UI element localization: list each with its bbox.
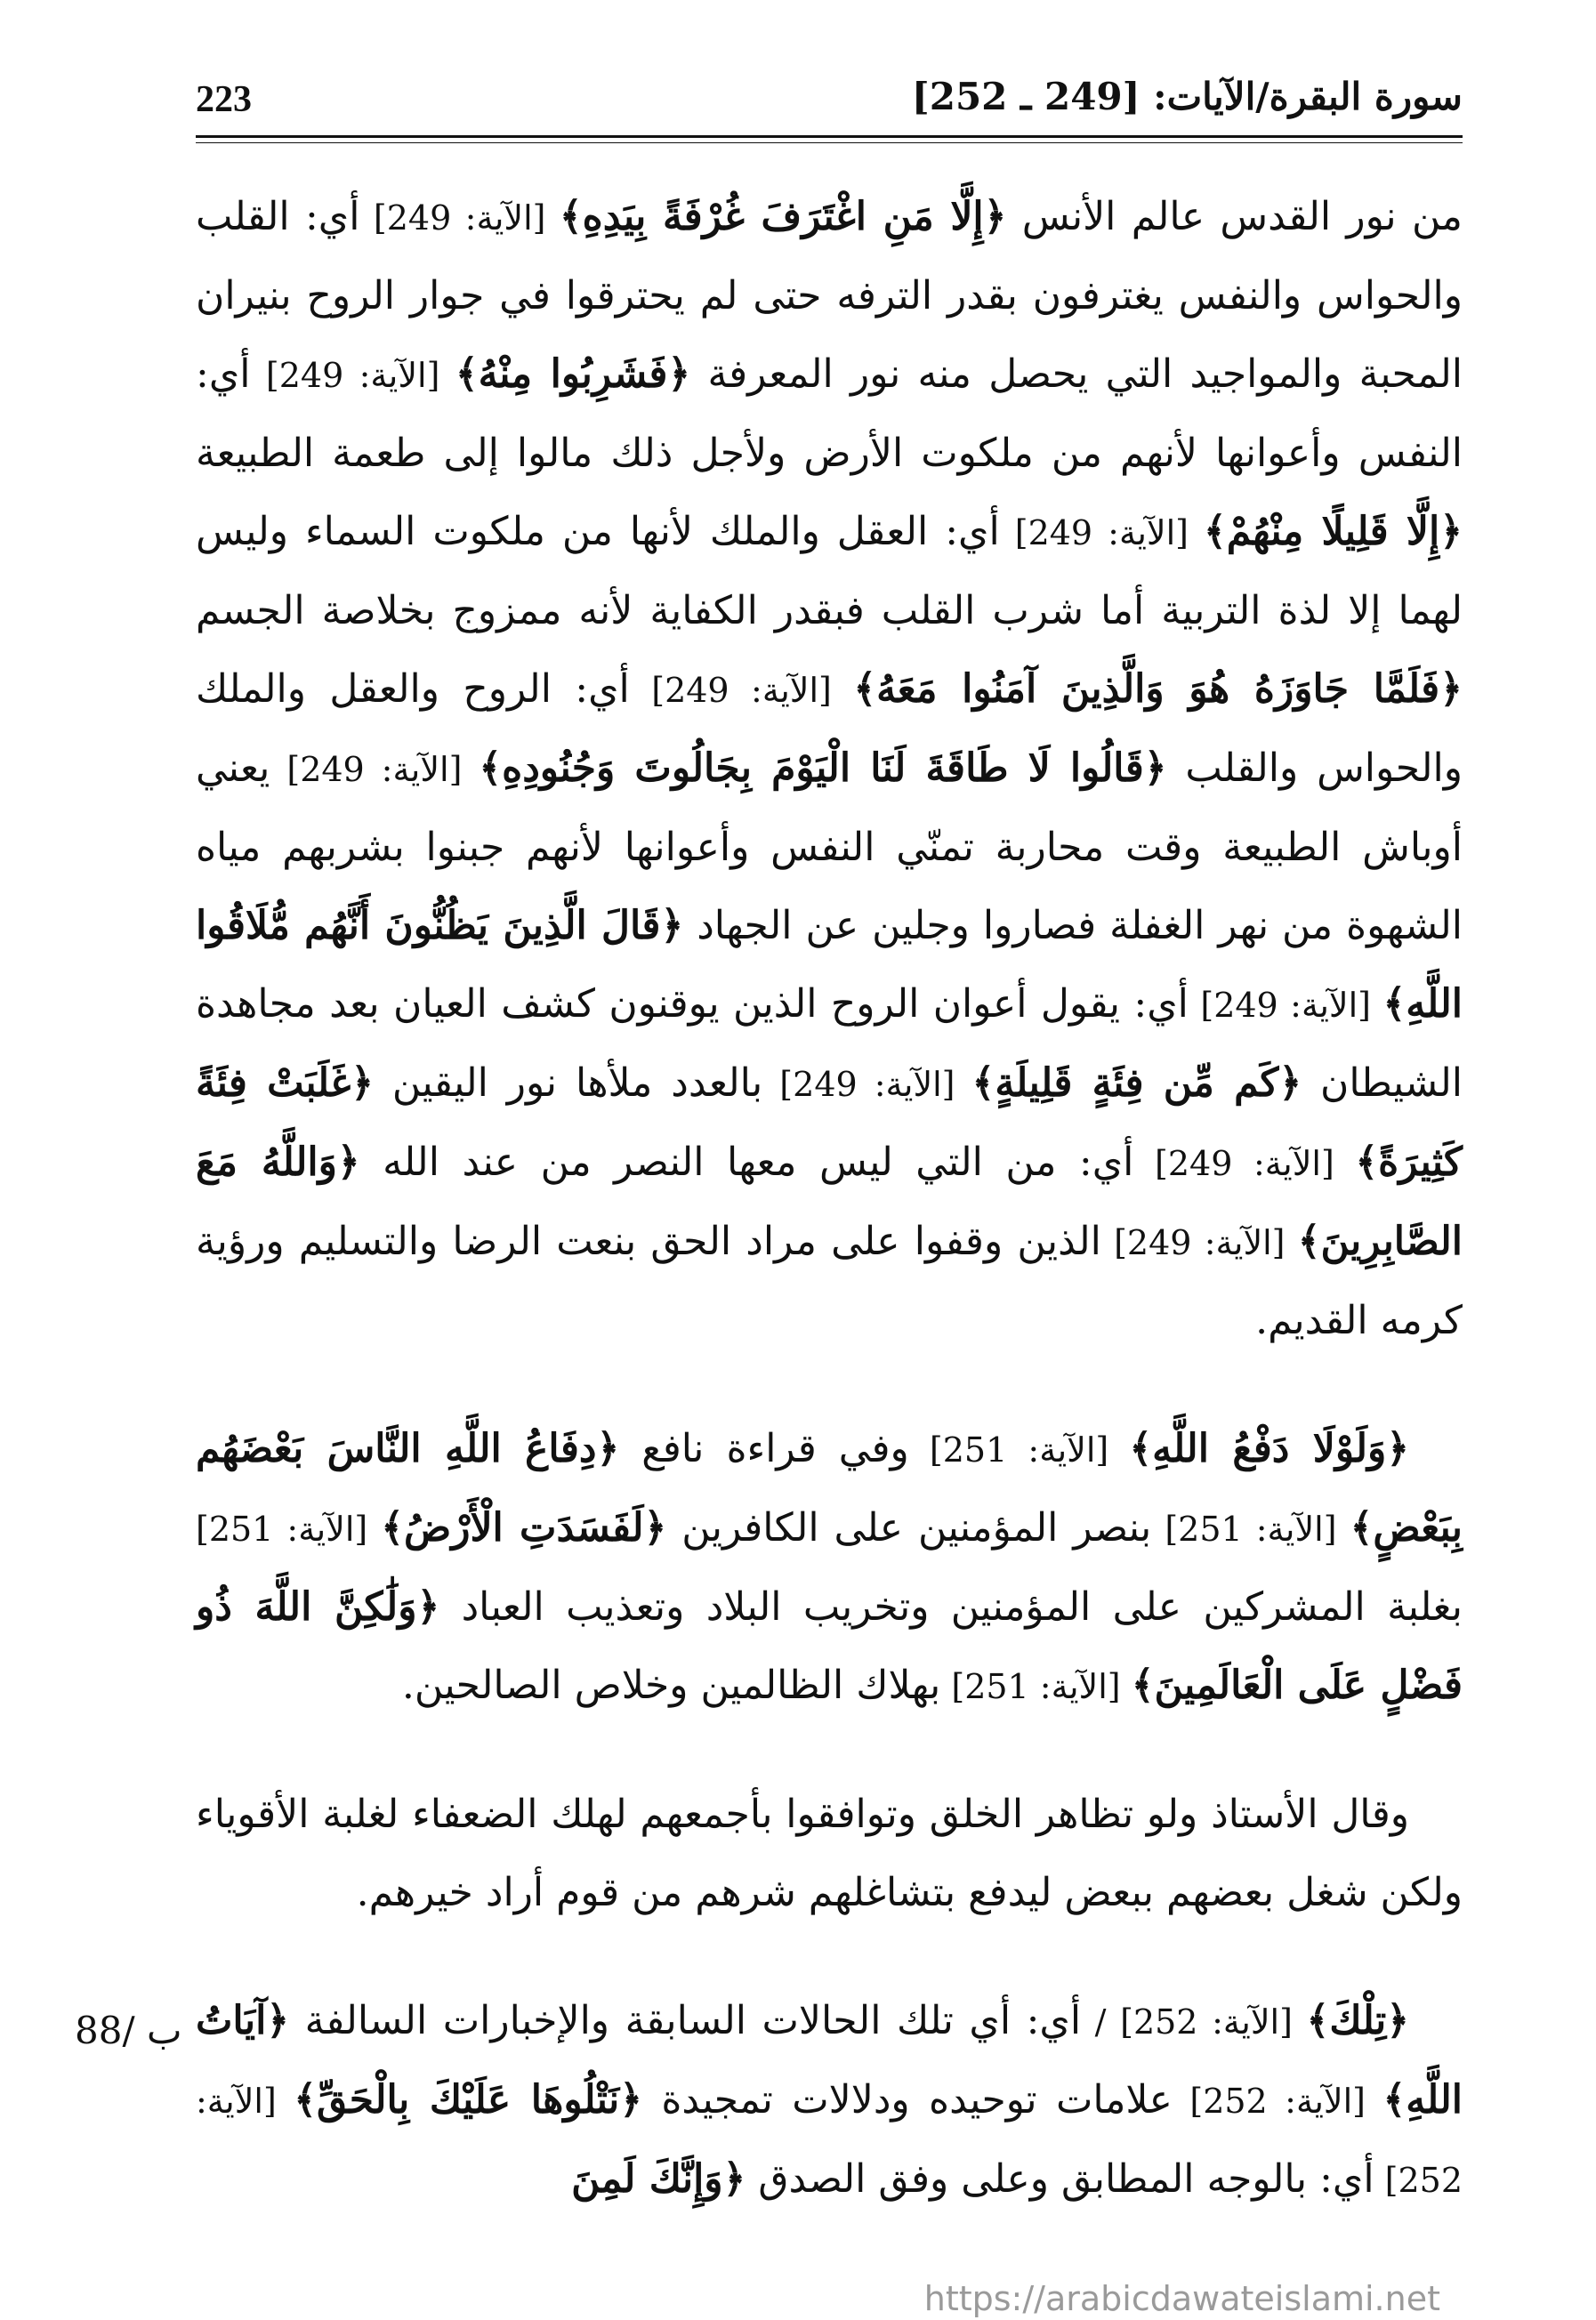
commentary-text: أي: القلب والحواس والنفس يغترفون بقدر الترفه حتى لم يحترقوا في جوار الروح بنيران المحبة والمواجيد التي يحصل منه نور المعرفة: [196, 194, 1463, 397]
commentary-text: بنصر المؤمنين على الكافرين: [666, 1505, 1152, 1551]
header-rule-thin: [196, 142, 1463, 143]
quran-quote: ﴿كَم مِّن فِئَةٍ قَلِيلَةٍ﴾: [971, 1060, 1302, 1106]
quran-quote: ﴿وَاللَّهُ مَعَ الصَّابِرِينَ﴾: [196, 1140, 1463, 1264]
quran-quote: ﴿دِفَاعُ اللَّهِ النَّاسَ بَعْضَهُم بِبَعْضٍ﴾: [196, 1426, 1463, 1551]
commentary-text: أي: أي تلك الحالات السابقة والإخبارات السالفة: [289, 1998, 1082, 2043]
commentary-text: أي: من التي ليس معها النصر من عند الله: [359, 1140, 1134, 1185]
verse-reference: [الآية: 251]: [940, 1667, 1132, 1706]
verse-reference: [الآية: 252] /: [1081, 2002, 1307, 2042]
quran-quote: ﴿إِلَّا قَلِيلًا مِنْهُمْ﴾: [1204, 509, 1463, 554]
commentary-text: علامات توحيده ودلالات تمجيدة: [641, 2077, 1173, 2123]
margin-folio-note: 88/ ب: [75, 2009, 182, 2052]
commentary-text: أي: بالوجه المطابق وعلى وفق الصدق: [746, 2156, 1374, 2202]
verse-reference: [الآية: 249]: [762, 1065, 972, 1104]
quran-quote: ﴿قَالُوا لَا طَاقَةَ لَنَا الْيَوْمَ بِجَالُوتَ وَجُنُودِهِ﴾: [479, 745, 1167, 791]
commentary-text: بهلاك الظالمين وخلاص الصالحين.: [401, 1663, 941, 1708]
quran-quote: ﴿غَلَبَتْ فِئَةً كَثِيرَةً﴾: [196, 1060, 1463, 1185]
paragraph-gap: [196, 1932, 1463, 1982]
verse-reference: [الآية: 251]: [908, 1430, 1130, 1470]
paragraph-gap: [196, 1360, 1463, 1410]
page-header: [196, 75, 1463, 130]
quran-quote: ﴿وَلَوْلَا دَفْعُ اللَّهِ﴾: [1129, 1426, 1410, 1471]
commentary-text: يعني أوباش الطبيعة وقت محاربة تمنّي النفس وأعوانها لأنهم جبنوا بشربهم مياه الشهوة من نهر الغفلة فصاروا وجلين عن الجهاد: [196, 745, 1463, 948]
verse-reference: [الآية: 252]: [1172, 2082, 1383, 2121]
verse-reference: [الآية: 249]: [629, 671, 854, 710]
quran-quote: ﴿نَتْلُوهَا عَلَيْكَ بِالْحَقِّ﴾: [294, 2077, 642, 2123]
paragraph: [196, 1982, 1463, 2219]
watermark-url: https://arabicdawateislami.net: [923, 2279, 1440, 2318]
quran-quote: ﴿فَلَمَّا جَاوَزَهُ هُوَ وَالَّذِينَ آمَنُوا مَعَهُ﴾: [853, 666, 1463, 712]
page-number: 223: [196, 79, 252, 120]
verse-reference: [الآية: 249]: [250, 356, 455, 395]
quran-quote: ﴿لَفَسَدَتِ الْأَرْضُ﴾: [381, 1505, 667, 1551]
quran-quote: ﴿إِلَّا مَنِ اغْتَرَفَ غُرْفَةً بِيَدِهِ﴾: [559, 194, 1007, 239]
commentary-text: أي: يقول أعوان الروح الذين يوقنون كشف العيان بعد مجاهدة الشيطان: [196, 981, 1463, 1106]
quran-quote: ﴿وَلَٰكِنَّ اللَّهَ ذُو فَضْلٍ عَلَى الْعَالَمِينَ﴾: [196, 1584, 1463, 1708]
commentary-text: الذين وقفوا على مراد الحق بنعت الرضا والتسليم ورؤية كرمه القديم.: [196, 1219, 1463, 1343]
commentary-text: أي: الروح والعقل والملك والحواس والقلب: [196, 666, 1463, 791]
verse-reference: [الآية: 249]: [359, 198, 560, 238]
commentary-text: أي: النفس وأعوانها لأنهم من ملكوت الأرض ولأجل ذلك مالوا إلى طعمة الطبيعة: [196, 351, 1463, 476]
paragraph-gap: [196, 1726, 1463, 1776]
quran-quote: ﴿تِلْكَ﴾: [1306, 1998, 1409, 2043]
verse-reference: [الآية: 249]: [1188, 986, 1383, 1025]
quran-quote: ﴿آيَاتُ اللَّهِ﴾: [196, 1998, 1463, 2123]
running-title: سورة البقرة/الآيات: [249 ـ 252]: [911, 75, 1463, 118]
verse-reference: [الآية: 249]: [999, 513, 1204, 552]
commentary-text: أي: العقل والملك لأنها من ملكوت السماء وليس لهما إلا لذة التربية أما شرب القلب فبقدر الكفاية لأنه ممزوج بخلاصة الجسم: [196, 509, 1463, 633]
header-rule: [196, 135, 1463, 138]
paragraph: [196, 1410, 1463, 1726]
commentary-text: من نور القدس عالم الأنس: [1006, 194, 1463, 239]
quran-quote: ﴿فَشَرِبُوا مِنْهُ﴾: [455, 351, 691, 397]
quran-quote: ﴿وَإِنَّكَ لَمِنَ: [571, 2156, 746, 2202]
commentary-text: وقال الأستاذ ولو تظاهر الخلق وتوافقوا بأجمعهم لهلك الضعفاء لغلبة الأقوياء ولكن شغل بعضهم ببعض ليدفع بتشاغلهم شرهم من قوم أراد خيرهم.: [196, 1792, 1463, 1915]
page-body: [196, 178, 1463, 2219]
verse-reference: [الآية: 251]: [1151, 1510, 1350, 1549]
commentary-text: وفي قراءة نافع: [619, 1426, 909, 1471]
verse-reference: [الآية: 252]: [196, 2082, 1463, 2200]
verse-reference: [الآية: 251]: [196, 1510, 382, 1549]
verse-reference: [الآية: 249]: [1133, 1144, 1356, 1183]
verse-reference: [الآية: 249]: [270, 750, 480, 789]
commentary-text: بغلبة المشركين على المؤمنين وتخريب البلاد وتعذيب العباد: [439, 1584, 1463, 1630]
paragraph: [196, 178, 1463, 1360]
verse-reference: [الآية: 249]: [1100, 1223, 1298, 1262]
quran-quote: ﴿قَالَ الَّذِينَ يَظُنُّونَ أَنَّهُم مُّلَاقُوا اللَّهِ﴾: [196, 903, 1463, 1027]
commentary-text: بالعدد ملأها نور اليقين: [374, 1060, 763, 1106]
paragraph: [196, 1776, 1463, 1932]
